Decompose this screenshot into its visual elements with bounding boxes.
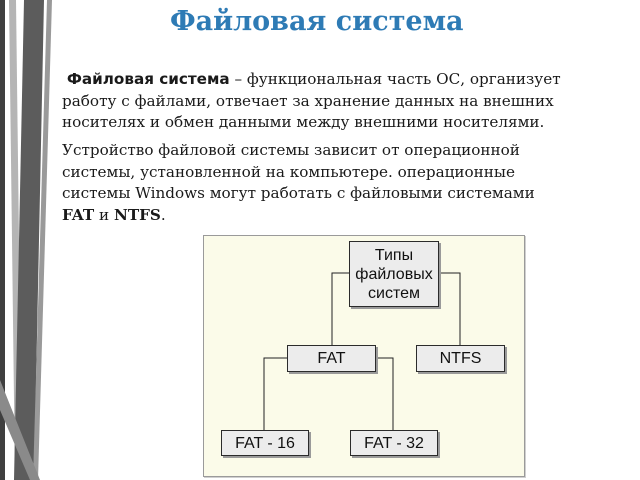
definition-text: – функциональная часть ОС, организует (229, 70, 561, 88)
paragraph-line: работу с файлами, отвечает за хранение данных на внешних (62, 91, 554, 110)
fat-term: FAT (62, 205, 95, 224)
definition-paragraph (62, 69, 640, 134)
node-text-line: Типы (374, 246, 414, 264)
decorative-stripes (0, 0, 60, 480)
paragraph-line: носителях и обмен данными между внешними носителями. (62, 113, 545, 131)
slide-title: Файловая система (170, 6, 464, 37)
term-bold: Файловая система (66, 70, 230, 88)
node-ntfs: NTFS (416, 345, 505, 372)
paragraph-line (62, 69, 640, 91)
file-system-types-diagram (203, 235, 525, 477)
paragraph-line: системы, установленной на компьютере. операционные (62, 162, 515, 181)
and-text: и (94, 205, 114, 224)
node-fat32: FAT - 32 (350, 430, 438, 456)
connector-fat-fat32 (375, 358, 393, 431)
period: . (160, 205, 166, 224)
connector-fat-fat16 (264, 358, 288, 431)
node-text-line: систем (368, 284, 420, 302)
description-paragraph (62, 140, 640, 226)
connector-root-ntfs (438, 273, 460, 346)
node-fat: FAT (287, 345, 376, 372)
paragraph-line: Устройство файловой системы зависит от операционной (62, 141, 520, 159)
paragraph-line (62, 205, 640, 227)
node-text-line: файловых (355, 265, 433, 283)
node-fat16: FAT - 16 (221, 430, 309, 456)
node-file-system-types (349, 241, 439, 307)
ntfs-term: NTFS (113, 205, 161, 224)
paragraph-line: системы Windows могут работать с файловыми системами (62, 184, 535, 202)
